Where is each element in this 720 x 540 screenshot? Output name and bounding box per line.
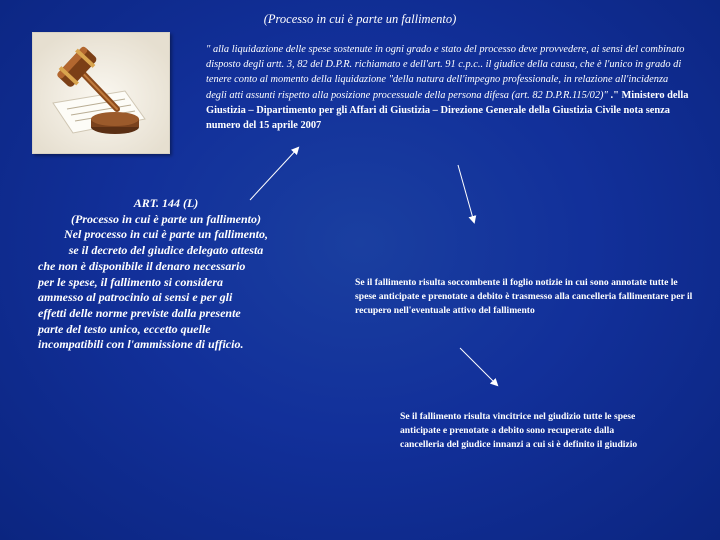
article-subheading: (Processo in cui è parte un fallimento) [71,211,261,226]
article-line: per le spese, il fallimento si considera [38,274,223,289]
article-line: che non è disponibile il denaro necessario [38,258,246,273]
article-heading: ART. 144 (L) [133,196,199,210]
soccombente-text: Se il fallimento risulta soccombente il foglio notizie in cui sono annotate tutte le spese anticipate e prenotate a debito è trasmesso alla cancelleria fallimentare per il recupero nell'eventuale attivo del fallimento [355,277,693,317]
article-line: se il decreto del giudice delegato attesta [68,243,264,258]
arrow-down-to-soccombente [458,165,474,222]
vincitrice-text: Se il fallimento risulta vincitrice nel giudizio tutte le spese anticipate e prenotate a debito sono recuperate dalla cancelleria del giudice innanzi a cui si è definito il giudizio [400,411,638,451]
article-line: Nel processo in cui è parte un fallimento, [64,227,268,242]
arrow-up-to-quote [250,148,298,200]
article-line: effetti delle norme previste dalla presente [38,305,241,320]
article-line: parte del testo unico, eccetto quelle [38,321,211,336]
article-line: incompatibili con l'ammissione di ufficio. [38,337,244,352]
quote-close-mark: ." [607,89,622,101]
quote-text: " alla liquidazione delle spese sostenute in ogni grado e stato del processo deve provvedere, ai sensi del combinato disposto degli artt. 3, 82 del D.P.R. richiamato e dell'art. 91 c.p.c.. il giudice della causa, che è l'unico in grado di tenere conto al momento della liquidazione "della natura dell'impegno professionale, in relazione all'incidenza degli atti assunti rispetto alla posizione processuale della persona difesa (art. 82 D.P.R.115/02)" [206,44,685,101]
arrow-down-to-vincitrice [460,348,497,385]
slide-title: (Processo in cui è parte un fallimento) [263,12,457,26]
article-line: ammesso al patrocinio ai sensi e per gli [38,290,233,305]
quote-source: Ministero della Giustizia – Dipartimento per gli Affari di Giustizia – Direzione Generale della Giustizia Civile nota senza numero del 15 aprile 2007 [206,89,689,132]
